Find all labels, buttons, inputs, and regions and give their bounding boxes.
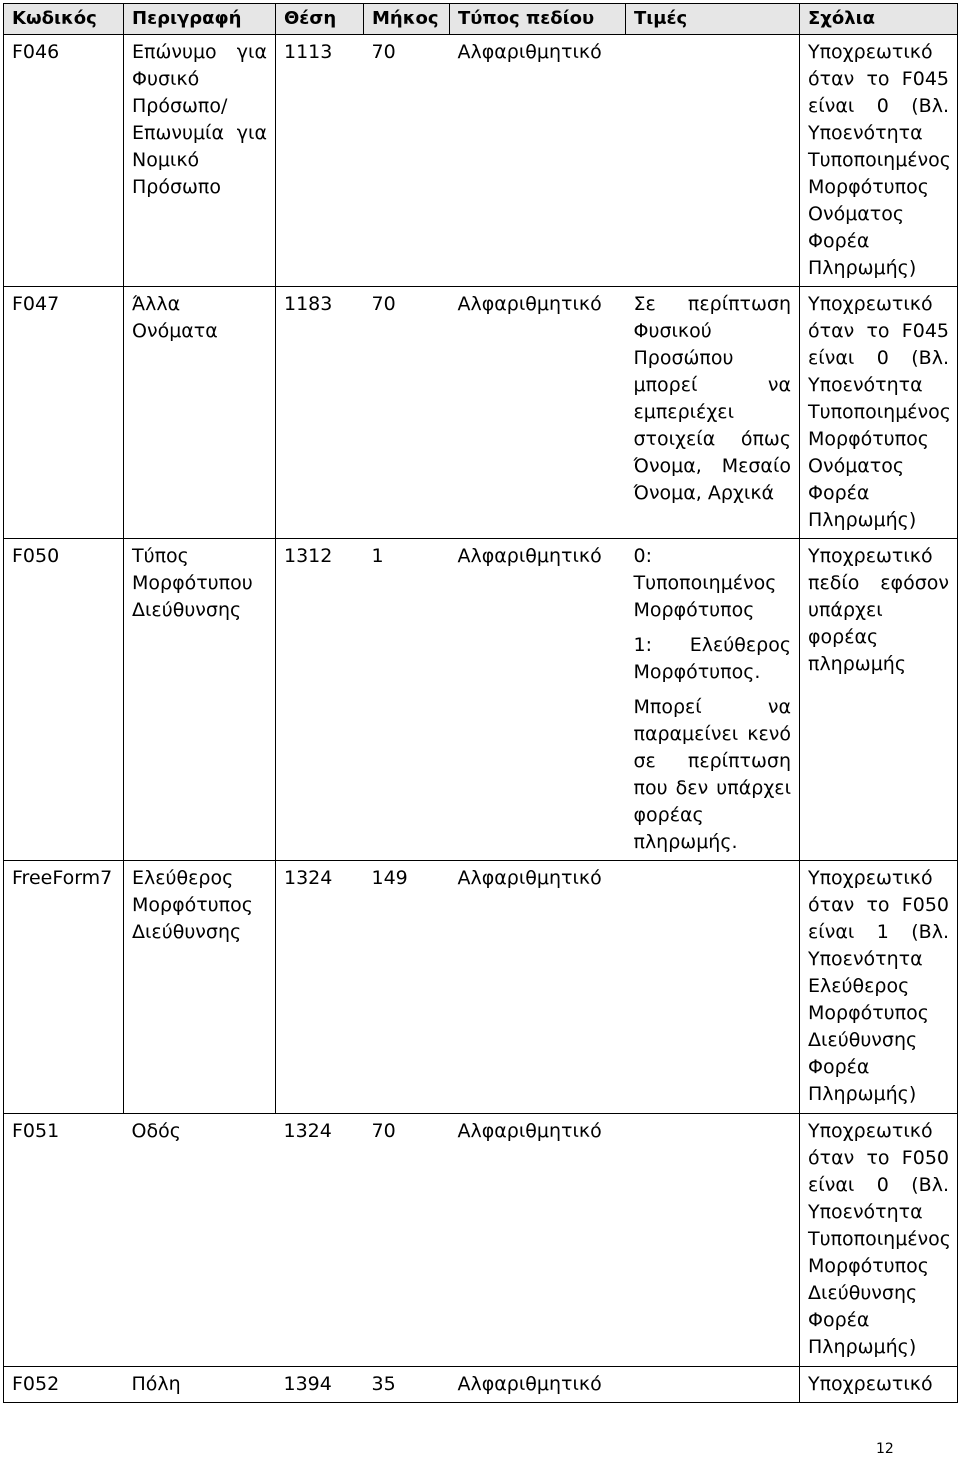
cell-position: 1312 bbox=[276, 539, 364, 861]
cell-code: F050 bbox=[4, 539, 124, 861]
cell-comments: Υποχρεωτικό όταν το F045 είναι 0 (Βλ. Υποενότητα Τυποποιημένος Μορφότυπος Ονόματος Φορέα Πληρωμής) bbox=[800, 35, 958, 287]
cell-comments: Υποχρεωτικό όταν το F050 είναι 0 (Βλ. Υποενότητα Τυποποιημένος Μορφότυπος Διεύθυνσης Φορέα Πληρωμής) bbox=[800, 1114, 958, 1367]
cell-description: Άλλα Ονόματα bbox=[124, 287, 276, 539]
cell-position: 1324 bbox=[276, 1114, 364, 1367]
field-spec-table bbox=[3, 3, 958, 1403]
cell-field-type: Αλφαριθμητικό bbox=[450, 287, 626, 539]
cell-length: 35 bbox=[364, 1367, 450, 1403]
table-row bbox=[4, 861, 958, 1114]
header-code: Κωδικός bbox=[4, 4, 124, 35]
table-row bbox=[4, 539, 958, 861]
cell-values bbox=[626, 861, 800, 1114]
cell-description: Τύπος Μορφότυπου Διεύθυνσης bbox=[124, 539, 276, 861]
page-number: 12 bbox=[876, 1441, 894, 1457]
cell-length: 70 bbox=[364, 1114, 450, 1367]
cell-code: F052 bbox=[4, 1367, 124, 1403]
cell-length: 1 bbox=[364, 539, 450, 861]
cell-field-type: Αλφαριθμητικό bbox=[450, 539, 626, 861]
table-row bbox=[4, 1367, 958, 1403]
header-length: Μήκος bbox=[364, 4, 450, 35]
cell-values: Σε περίπτωση Φυσικού Προσώπου μπορεί να εμπεριέχει στοιχεία όπως Όνομα, Μεσαίο Όνομα, Αρχικά bbox=[626, 287, 800, 539]
cell-field-type: Αλφαριθμητικό bbox=[450, 35, 626, 287]
table-row bbox=[4, 35, 958, 287]
cell-position: 1324 bbox=[276, 861, 364, 1114]
header-comments: Σχόλια bbox=[800, 4, 958, 35]
cell-code: F047 bbox=[4, 287, 124, 539]
cell-values bbox=[626, 539, 800, 861]
cell-values bbox=[626, 1367, 800, 1403]
table-row bbox=[4, 287, 958, 539]
cell-comments: Υποχρεωτικό bbox=[800, 1367, 958, 1403]
cell-length: 70 bbox=[364, 287, 450, 539]
values-line: Μπορεί να παραμείνει κενό σε περίπτωση που δεν υπάρχει φορέας πληρωμής. bbox=[633, 696, 791, 853]
cell-position: 1113 bbox=[276, 35, 364, 287]
cell-values bbox=[626, 1114, 800, 1367]
header-description: Περιγραφή bbox=[124, 4, 276, 35]
header-field-type: Τύπος πεδίου bbox=[450, 4, 626, 35]
cell-code: F051 bbox=[4, 1114, 124, 1367]
cell-field-type: Αλφαριθμητικό bbox=[450, 861, 626, 1114]
cell-code: FreeForm7 bbox=[4, 861, 124, 1114]
cell-description: Πόλη bbox=[124, 1367, 276, 1403]
cell-field-type: Αλφαριθμητικό bbox=[450, 1367, 626, 1403]
header-position: Θέση bbox=[276, 4, 364, 35]
values-line: 1: Ελεύθερος Μορφότυπος. bbox=[633, 634, 791, 683]
values-line: 0: Τυποποιημένος Μορφότυπος bbox=[633, 545, 777, 621]
header-row bbox=[4, 4, 958, 35]
cell-description: Ελεύθερος Μορφότυπος Διεύθυνσης bbox=[124, 861, 276, 1114]
header-values: Τιμές bbox=[626, 4, 800, 35]
cell-description: Οδός bbox=[124, 1114, 276, 1367]
cell-length: 149 bbox=[364, 861, 450, 1114]
cell-description: Επώνυμο για Φυσικό Πρόσωπο/ Επωνυμία για Νομικό Πρόσωπο bbox=[124, 35, 276, 287]
cell-comments: Υποχρεωτικό όταν το F050 είναι 1 (Βλ. Υποενότητα Ελεύθερος Μορφότυπος Διεύθυνσης Φορέα Πληρωμής) bbox=[800, 861, 958, 1114]
cell-length: 70 bbox=[364, 35, 450, 287]
table-row bbox=[4, 1114, 958, 1367]
cell-position: 1183 bbox=[276, 287, 364, 539]
cell-field-type: Αλφαριθμητικό bbox=[450, 1114, 626, 1367]
cell-values bbox=[626, 35, 800, 287]
cell-position: 1394 bbox=[276, 1367, 364, 1403]
cell-code: F046 bbox=[4, 35, 124, 287]
cell-comments: Υποχρεωτικό όταν το F045 είναι 0 (Βλ. Υποενότητα Τυποποιημένος Μορφότυπος Ονόματος Φορέα Πληρωμής) bbox=[800, 287, 958, 539]
cell-comments: Υποχρεωτικό πεδίο εφόσον υπάρχει φορέας πληρωμής bbox=[800, 539, 958, 861]
